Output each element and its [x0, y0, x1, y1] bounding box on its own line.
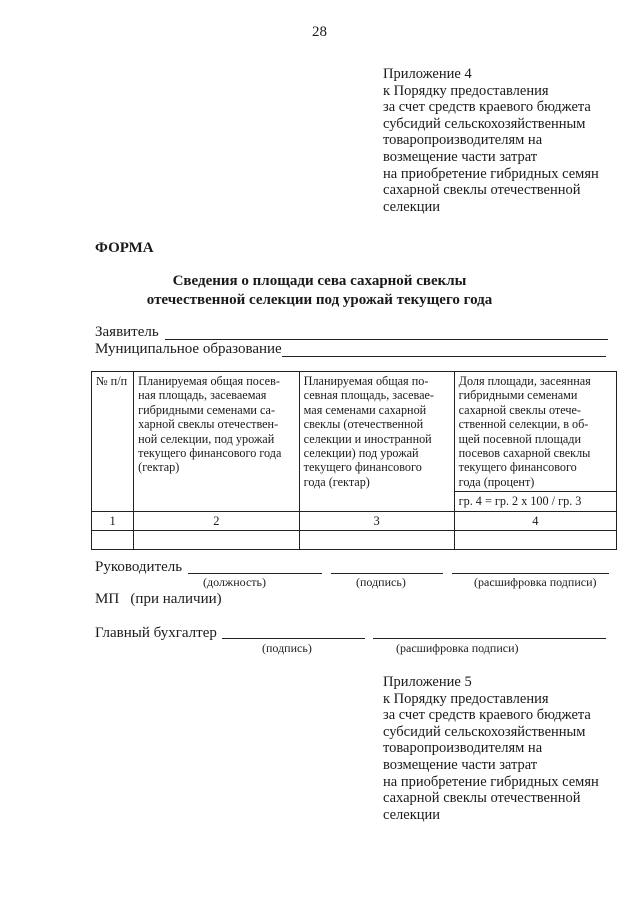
table-header-row [92, 372, 617, 492]
appendix-line: к Порядку предоставления [383, 82, 549, 99]
appendix-line: товаропроизводителям на [383, 740, 543, 757]
table-cell[interactable] [454, 531, 616, 550]
position-caption: (должность) [203, 575, 266, 589]
table-cell[interactable] [134, 531, 300, 550]
signature-caption: (подпись) [356, 575, 406, 589]
appendix-line: за счет средств краевого бюджета [383, 99, 591, 116]
table-cell[interactable] [92, 531, 134, 550]
appendix-line: Приложение 5 [383, 674, 472, 690]
appendix-line: на приобретение гибридных семян [383, 165, 599, 182]
accountant-signature-line[interactable] [222, 638, 365, 639]
decoding-caption: (расшифровка подписи) [474, 575, 597, 589]
appendix-line: за счет средств краевого бюджета [383, 707, 591, 724]
column-number: 2 [134, 511, 300, 530]
header-cell-share: Доля площади, засеянная гибридными семенами сахарной свеклы отече- ственной селекции, в об- щей посевной площади посевов сахарной свеклы текущего финансового года (процент) [454, 372, 616, 492]
page-number: 28 [312, 24, 327, 40]
appendix-line: сахарной свеклы отечественной [383, 182, 581, 199]
head-position-line[interactable] [188, 573, 322, 574]
header-cell-total-area: Планируемая общая по- севная площадь, засевае- мая семенами сахарной свеклы (отечественной селекции и иностранной селекции) под урожай текущего финансового года (гектар) [299, 372, 454, 512]
document-title [0, 272, 639, 310]
applicant-input-line[interactable] [165, 339, 608, 340]
applicant-field [95, 324, 159, 341]
table-row [92, 531, 617, 550]
form-heading: ФОРМА [95, 240, 154, 256]
appendix-line: на приобретение гибридных семян [383, 773, 599, 790]
appendix-line: к Порядку предоставления [383, 690, 549, 707]
accountant-decoding-caption: (расшифровка подписи) [396, 641, 519, 655]
column-number-row [92, 511, 617, 530]
formula-cell: гр. 4 = гр. 2 х 100 / гр. 3 [454, 492, 616, 511]
appendix-line: товаропроизводителям на [383, 132, 543, 149]
applicant-label: Заявитель [95, 324, 159, 340]
appendix-line: селекции [383, 198, 441, 215]
head-decoding-line[interactable] [452, 573, 609, 574]
area-table [91, 371, 617, 550]
appendix-line: Приложение 4 [383, 66, 472, 82]
column-number: 3 [299, 511, 454, 530]
appendix-line: селекции [383, 806, 441, 823]
stamp-label: МП (при наличии) [95, 591, 222, 607]
appendix-line: сахарной свеклы отечественной [383, 790, 581, 807]
appendix-5-header [383, 674, 599, 823]
accountant-label: Главный бухгалтер [95, 625, 217, 641]
title-line-2: отечественной селекции под урожай текущего года [146, 292, 493, 308]
appendix-line: субсидий сельскохозяйственным [383, 723, 586, 740]
municipality-label: Муниципальное образование [95, 341, 282, 357]
appendix-line: возмещение части затрат [383, 148, 538, 165]
column-number: 4 [454, 511, 616, 530]
accountant-signature-caption: (подпись) [262, 641, 312, 655]
municipality-input-line[interactable] [282, 356, 606, 357]
accountant-decoding-line[interactable] [373, 638, 606, 639]
appendix-4-header [383, 66, 599, 215]
appendix-line: субсидий сельскохозяйственным [383, 115, 586, 132]
head-signature-line[interactable] [331, 573, 443, 574]
header-cell-hybrid-area: Планируемая общая посев- ная площадь, засеваемая гибридными семенами са- харной свеклы отечествен- ной селекции, под урожай текущего финансового года (гектар) [134, 372, 300, 512]
head-label: Руководитель [95, 559, 183, 575]
header-cell-number: № п/п [92, 372, 134, 512]
appendix-line: возмещение части затрат [383, 756, 538, 773]
municipality-field [95, 341, 282, 358]
table-cell[interactable] [299, 531, 454, 550]
title-line-1: Сведения о площади сева сахарной свеклы [172, 273, 467, 289]
column-number: 1 [92, 511, 134, 530]
